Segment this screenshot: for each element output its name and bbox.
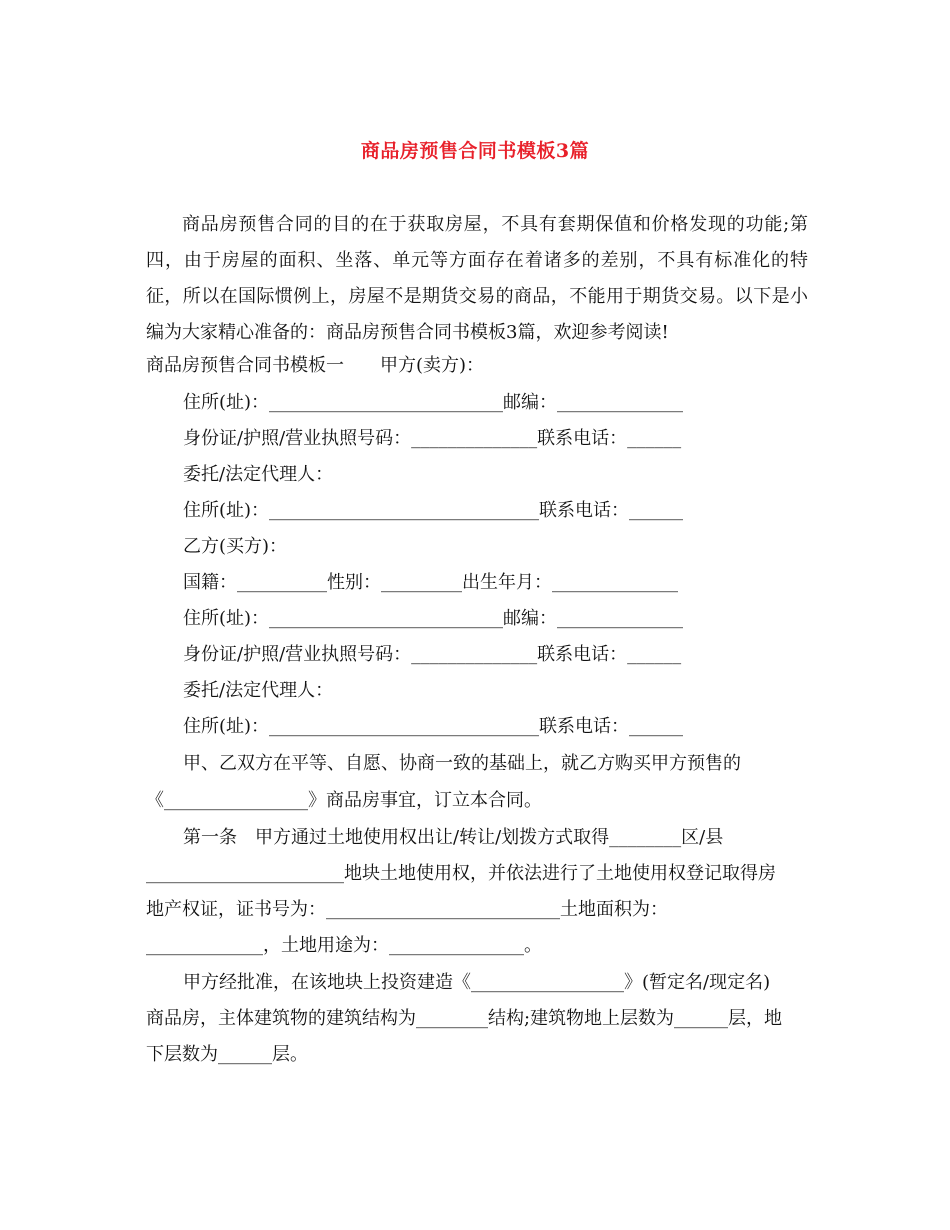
party-b-label: 乙方(买方)： bbox=[183, 536, 288, 557]
agreement-line-2: 《________________》商品房事宜，订立本合同。 bbox=[146, 790, 542, 811]
party-b-agent-address: 住所(址)：______________________________联系电话：______ bbox=[183, 716, 684, 737]
party-a-agent-label: 委托/法定代理人： bbox=[183, 464, 334, 485]
party-a-agent-address: 住所(址)：______________________________联系电话：______ bbox=[183, 500, 684, 521]
party-b-nationality: 国籍：__________性别：_________出生年月：______________ bbox=[183, 572, 678, 593]
article1-line-2: ______________________地块土地使用权，并依法进行了土地使用权登记取得房 bbox=[146, 863, 776, 884]
article1-line-1: 第一条 甲方通过土地使用权出让/转让/划拨方式取得________区/县 bbox=[183, 827, 724, 848]
intro-paragraph: 商品房预售合同的目的在于获取房屋，不具有套期保值和价格发现的功能;第四，由于房屋的面积、坐落、单元等方面存在着诸多的差别，不具有标准化的特征，所以在国际惯例上，房屋不是期货交易的商品，不能用于期货交易。以下是小编为大家精心准备的：商品房预售合同书模板3篇，欢迎参考阅读! bbox=[146, 214, 808, 343]
build-line-1: 甲方经批准，在该地块上投资建造《_________________》(暂定名/现定名) bbox=[183, 972, 771, 993]
section-heading: 商品房预售合同书模板一 甲方(卖方)： bbox=[146, 355, 485, 376]
party-a-id-number: 身份证/护照/营业执照号码：______________联系电话：______ bbox=[183, 428, 682, 449]
party-b-id-number: 身份证/护照/营业执照号码：______________联系电话：______ bbox=[183, 644, 682, 665]
document-title: 商品房预售合同书模板3篇 bbox=[360, 140, 590, 162]
party-b-agent-label: 委托/法定代理人： bbox=[183, 680, 334, 701]
party-b-address: 住所(址)：__________________________邮编：______________ bbox=[183, 608, 684, 629]
article1-line-4: _____________，土地用途为：_______________。 bbox=[146, 935, 542, 956]
build-line-2: 商品房，主体建筑物的建筑结构为________结构;建筑物地上层数为______层，地 bbox=[146, 1008, 783, 1029]
party-a-address: 住所(址)：__________________________邮编：______________ bbox=[183, 392, 684, 413]
build-line-3: 下层数为______层。 bbox=[146, 1044, 308, 1065]
agreement-line-1: 甲、乙双方在平等、自愿、协商一致的基础上，就乙方购买甲方预售的 bbox=[183, 753, 741, 774]
article1-line-3: 地产权证，证书号为：__________________________土地面积为： bbox=[146, 899, 668, 920]
